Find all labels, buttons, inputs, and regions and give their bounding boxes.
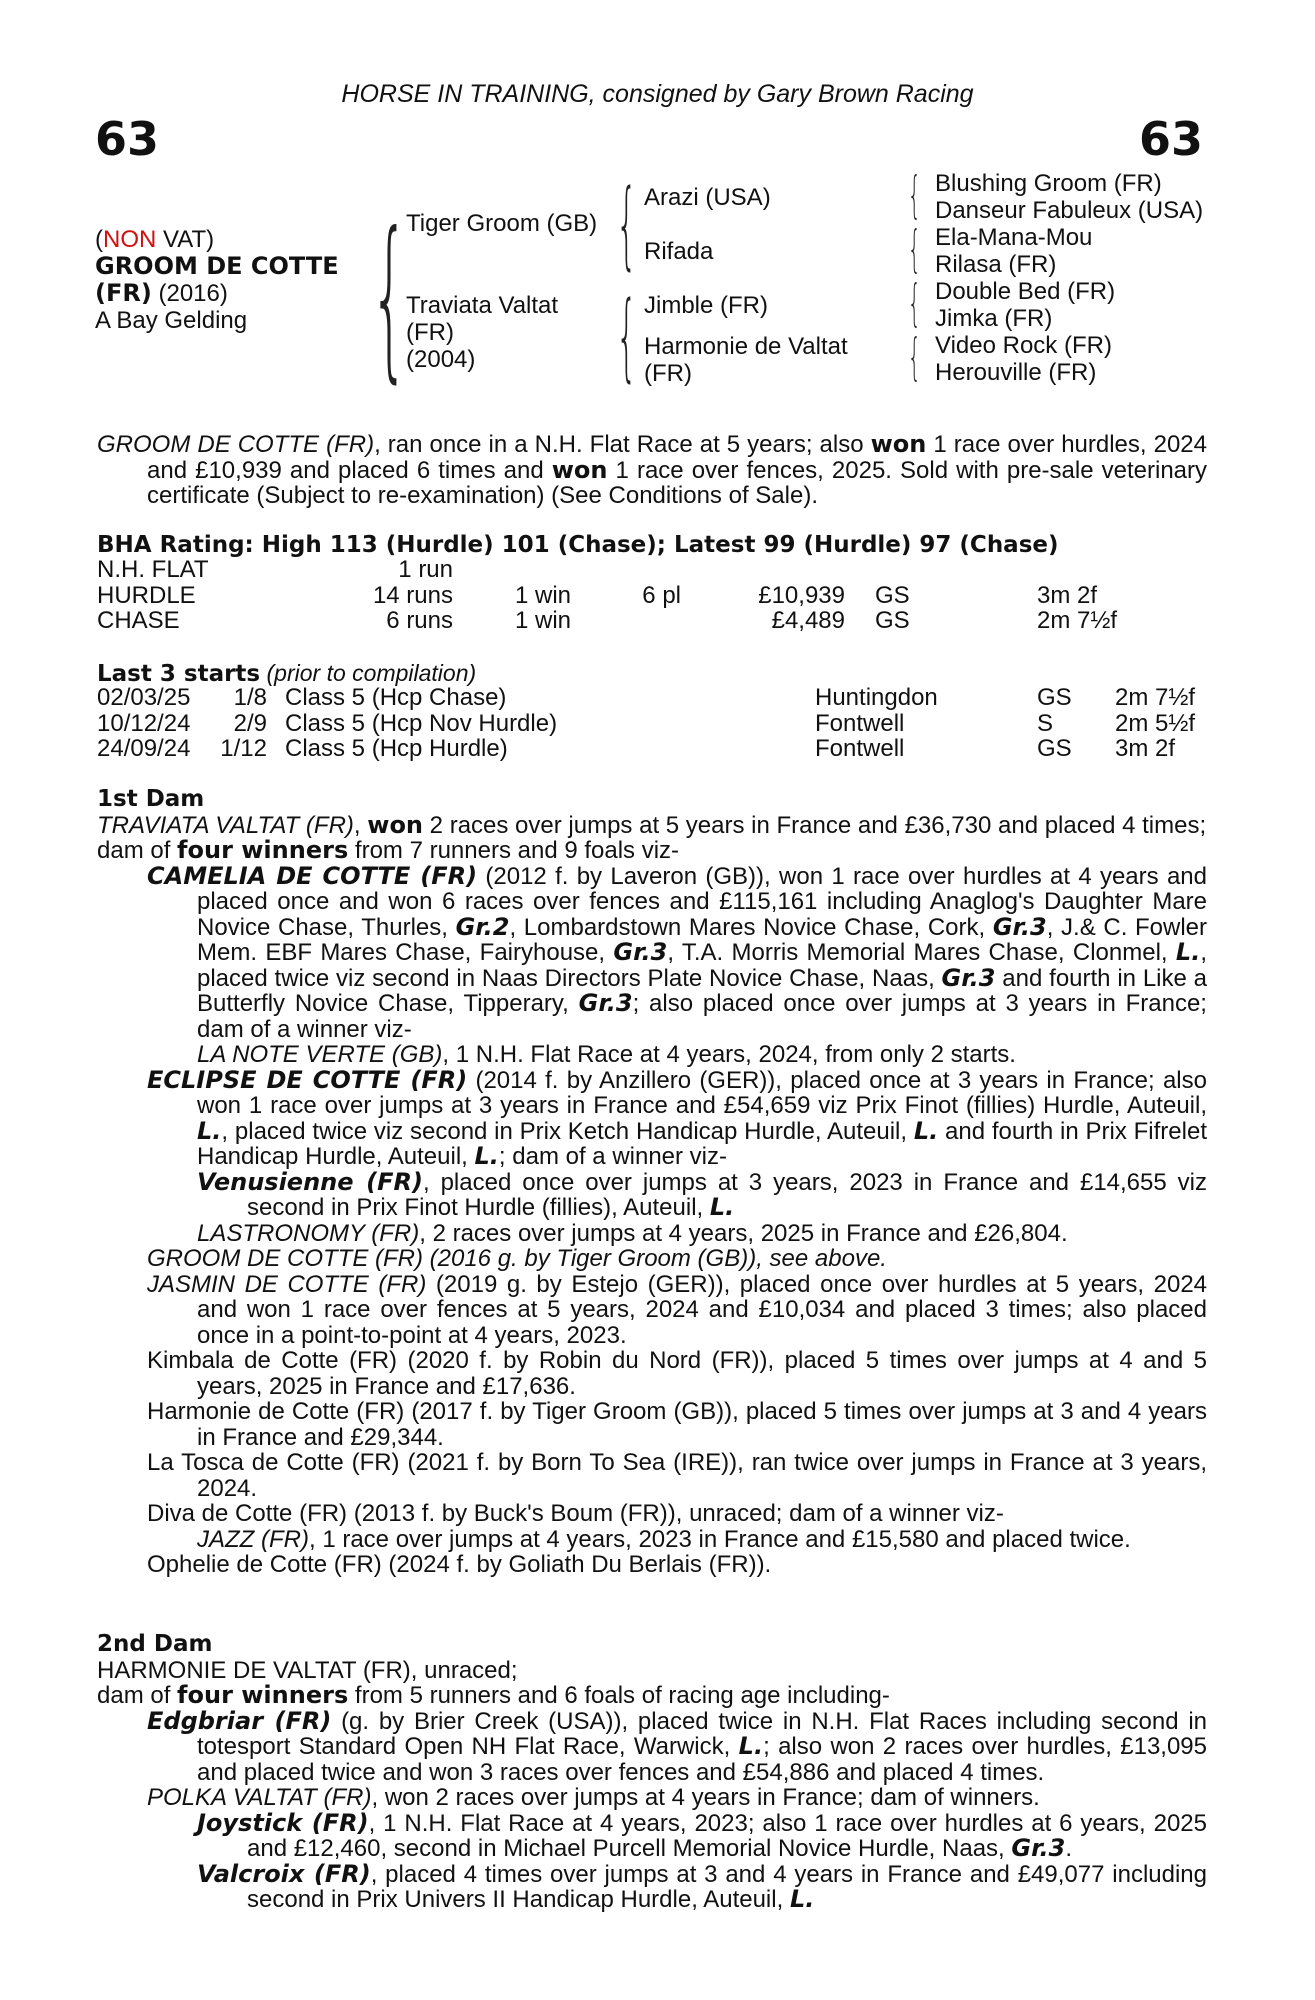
brace-g4: { (908, 328, 921, 386)
record-row: HURDLE 14 runs 1 win 6 pl £10,939 GS 3m 2f (97, 581, 1098, 609)
produce-lastronomy: LASTRONOMY (FR), 2 races over jumps at 4 years, 2025 in France and £26,804. (197, 1219, 1068, 1247)
horse-description: A Bay Gelding (95, 307, 248, 334)
produce-lanote: LA NOTE VERTE (GB), 1 N.H. Flat Race at 4 years, 2024, from only 2 starts. (197, 1041, 1016, 1068)
first-dam-produce: dam of four winners from 7 runners and 9 foals viz- (97, 836, 680, 864)
produce-harmonie: Harmonie de Cotte (FR) (2017 f. by Tiger Groom (GB)), placed 5 times over jumps at 3 and 4 years in France and £29,344. (147, 1398, 1207, 1451)
first-dam-title: 1st Dam (97, 786, 205, 812)
produce-joystick: Joystick (FR), 1 N.H. Flat Race at 4 years, 2023; also 1 race over hurdles at 6 years, 2025 and £12,460, second in Michael Purcell Memorial Novice Hurdle, Naas, Gr.3. (197, 1808, 1207, 1862)
produce-polka: POLKA VALTAT (FR), won 2 races over jumps at 4 years in France; dam of winners. (147, 1784, 1040, 1811)
race-record-table (97, 557, 1117, 634)
start-row: 02/03/25 1/8 Class 5 (Hcp Chase) Huntingdon GS 2m 7½f (97, 684, 1196, 711)
produce-ophelie: Ophelie de Cotte (FR) (2024 f. by Goliath Du Berlais (FR)). (147, 1551, 772, 1578)
horse-summary: GROOM DE COTTE (FR), ran once in a N.H. Flat Race at 5 years; also won 1 race over hurdles, 2024 and £10,939 and placed 6 times and won 1 race over fences, 2025. Sold with pre-sale veterinary certificate (Subject to re-examination) (See Conditions of Sale). (97, 430, 1208, 509)
brace-g2: { (908, 220, 921, 278)
pedigree-grandparents (935, 170, 1203, 386)
produce-kimbala: Kimbala de Cotte (FR) (2020 f. by Robin du Nord (FR)), placed 5 times over jumps at 4 and 5 years, 2025 in France and £17,636. (147, 1347, 1207, 1400)
non-label: NON (103, 226, 157, 253)
second-dam-section (97, 1632, 1207, 1913)
pedigree-sire: Tiger Groom (GB) (406, 210, 598, 237)
pedigree-brace-dam: { (616, 282, 638, 392)
gp-8: Herouville (FR) (935, 359, 1097, 386)
last-starts-table (97, 685, 1195, 762)
last-starts-title: Last 3 starts (prior to compilation) (97, 660, 477, 687)
produce-camelia: CAMELIA DE COTTE (FR) (2012 f. by Laveron (GB)), won 1 race over hurdles at 4 years and placed once and won 6 races over fences and £115,161 including Anaglog's Daughter Mare Novice Chase, Thurles, Gr.2, Lombardstown Mares Novice Chase, Cork, Gr.3, J.& C. Fowler Mem. EBF Mares Chase, Fairyhouse, Gr.3, T.A. Morris Memorial Mares Chase, Clonmel, L., placed twice viz second in Naas Directors Plate Novice Chase, Naas, Gr.3 and fourth in Like a Butterfly Novice Chase, Tipperary, Gr.3; also placed once over jumps at 3 years in France; dam of a winner viz- (147, 861, 1208, 1043)
first-dam-intro: TRAVIATA VALTAT (FR), won 2 races over jumps at 5 years in France and £36,730 and placed 4 times; (97, 810, 1207, 839)
second-dam-title: 2nd Dam (97, 1631, 213, 1657)
brace-g3: { (908, 274, 921, 332)
pedigree-brace-main: { (370, 196, 409, 399)
record-row: CHASE 6 runs 1 win £4,489 GS 2m 7½f (97, 607, 1118, 634)
produce-venusienne: Venusienne (FR), placed once over jumps at 3 years, 2023 in France and £14,655 viz second in Prix Finot Hurdle (fillies), Auteuil, L. (197, 1167, 1208, 1221)
pedigree-dam-sire: Jimble (FR) (644, 292, 768, 319)
pedigree-sire-dam: Rifada (644, 238, 714, 265)
pedigree-brace-sire: { (616, 170, 638, 280)
produce-diva: Diva de Cotte (FR) (2013 f. by Buck's Boum (FR)), unraced; dam of a winner viz- (147, 1500, 1004, 1527)
produce-eclipse: ECLIPSE DE COTTE (FR) (2014 f. by Anzillero (GER)), placed once at 3 years in France; also won 1 race over jumps at 3 years in France and £54,659 viz Prix Finot (fillies) Hurdle, Auteuil, L., placed twice viz second in Prix Ketch Handicap Hurdle, Auteuil, L. and fourth in Prix Fifrelet Handicap Hurdle, Auteuil, L.; dam of a winner viz- (147, 1065, 1207, 1170)
second-dam-produce: dam of four winners from 5 runners and 6 foals of racing age including- (97, 1681, 890, 1709)
produce-jasmin: JASMIN DE COTTE (FR) (2019 g. by Estejo (GER)), placed once over hurdles at 5 years, 2024 and won 1 race over fences at 5 years, 2024 and £10,034 and placed 3 times; also placed once in a point-to-point at 4 years, 2023. (147, 1270, 1208, 1349)
start-row: 24/09/24 1/12 Class 5 (Hcp Hurdle) Fontwell GS 3m 2f (97, 735, 1176, 762)
gp-5: Double Bed (FR) (935, 278, 1116, 305)
produce-groom: GROOM DE COTTE (FR) (2016 g. by Tiger Groom (GB)), see above. (147, 1245, 887, 1272)
pedigree-dam-dam: Harmonie de Valtat (FR) (644, 333, 848, 387)
lot-number-left: 63 (95, 112, 160, 166)
vat-status: (NON VAT) (95, 226, 215, 253)
first-dam-section (97, 787, 1207, 1578)
produce-latosca: La Tosca de Cotte (FR) (2021 f. by Born To Sea (IRE)), ran twice over jumps in France at 3 years, 2024. (147, 1449, 1207, 1502)
produce-valcroix: Valcroix (FR), placed 4 times over jumps at 3 and 4 years in France and £49,077 including second in Prix Univers II Handicap Hurdle, Auteuil, L. (197, 1859, 1207, 1913)
horse-origin-year: (FR) (2016) (95, 279, 228, 307)
brace-g1: { (908, 166, 921, 224)
produce-jazz: JAZZ (FR), 1 race over jumps at 4 years, 2023 in France and £15,580 and placed twice. (197, 1525, 1131, 1553)
bha-rating: BHA Rating: High 113 (Hurdle) 101 (Chase); Latest 99 (Hurdle) 97 (Chase) (97, 532, 1059, 558)
gp-3: Ela-Mana-Mou (935, 224, 1093, 251)
pedigree-dam: Traviata Valtat (FR) (2004) (406, 292, 559, 373)
lot-number-right: 63 (1138, 112, 1203, 166)
gp-7: Video Rock (FR) (935, 332, 1112, 359)
start-row: 10/12/24 2/9 Class 5 (Hcp Nov Hurdle) Fontwell S 2m 5½f (97, 709, 1196, 737)
consignment-header: HORSE IN TRAINING, consigned by Gary Brown Racing (341, 80, 974, 108)
gp-4: Rilasa (FR) (935, 251, 1057, 278)
horse-identity (95, 226, 375, 334)
horse-name: GROOM DE COTTE (95, 252, 339, 280)
gp-6: Jimka (FR) (935, 305, 1053, 332)
second-dam-intro: HARMONIE DE VALTAT (FR), unraced; (97, 1656, 518, 1684)
pedigree-sire-sire: Arazi (USA) (644, 184, 771, 211)
gp-2: Danseur Fabuleux (USA) (935, 197, 1204, 224)
produce-edgbriar: Edgbriar (FR) (g. by Brier Creek (USA)), placed twice in N.H. Flat Races including second in totesport Standard Open NH Flat Race, Warwick, L.; also won 2 races over hurdles, £13,095 and placed twice and won 3 races over fences and £54,886 and placed 4 times. (147, 1706, 1208, 1786)
gp-1: Blushing Groom (FR) (935, 170, 1162, 197)
record-row: N.H. FLAT 1 run (97, 556, 453, 583)
